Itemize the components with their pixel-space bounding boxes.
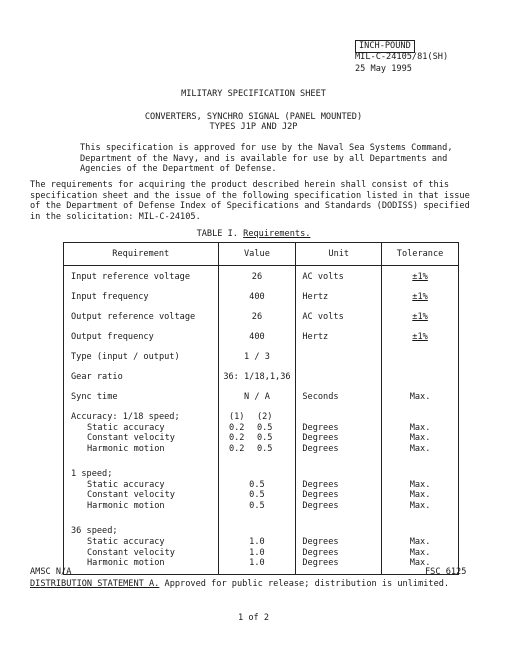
header-value: Value	[218, 243, 296, 266]
table-row	[64, 312, 459, 332]
unit-cell	[296, 433, 382, 444]
unit-cell-text: Degrees	[302, 433, 339, 444]
tolerance-cell	[382, 537, 459, 548]
unit-cell	[296, 423, 382, 434]
unit-cell	[296, 272, 382, 292]
unit-cell	[296, 537, 382, 548]
requirement-cell-text: Sync time	[71, 391, 118, 402]
value-cell	[218, 501, 296, 512]
table-caption	[0, 229, 507, 240]
requirement-cell	[64, 272, 219, 292]
requirement-cell-text: Type (input / output)	[71, 351, 180, 362]
approval-paragraph	[80, 143, 480, 175]
table-row	[64, 444, 459, 455]
empty-cell	[218, 469, 296, 480]
requirement-cell-text: Input frequency	[71, 291, 149, 302]
tolerance-cell-text: ±1%	[412, 271, 428, 282]
value-1: 0.2	[228, 433, 245, 444]
spacer-cell	[218, 455, 296, 469]
distribution-text: Approved for public release; distribution is unlimited.	[159, 579, 450, 589]
empty-cell	[218, 526, 296, 537]
value-cell	[218, 332, 296, 352]
tolerance-cell	[382, 548, 459, 559]
requirement-cell	[64, 444, 219, 455]
unit-cell	[296, 558, 382, 569]
value-cell	[218, 392, 296, 412]
sub-requirement: Constant velocity	[87, 547, 175, 558]
header-unit: Unit	[296, 243, 382, 266]
value-cell	[218, 272, 296, 292]
table-row	[64, 480, 459, 491]
unit-cell-text: Degrees	[302, 558, 339, 569]
requirement-cell	[64, 352, 219, 372]
requirement-cell	[64, 312, 219, 332]
tolerance-cell	[382, 272, 459, 292]
tolerance-cell	[382, 332, 459, 352]
unit-cell-text: Hertz	[302, 291, 329, 302]
group-heading	[64, 412, 219, 423]
requirement-cell	[64, 501, 219, 512]
value-1: 0.2	[228, 422, 245, 433]
approval-line: This specification is approved for use by the Naval Sea Systems Command,	[80, 143, 453, 153]
empty-cell	[296, 526, 382, 537]
tolerance-cell-text: Max.	[409, 443, 431, 454]
column-label-1: (1)	[228, 411, 245, 422]
unit-cell	[296, 490, 382, 501]
tolerance-cell-text: Max.	[409, 422, 431, 433]
approval-line: Agencies of the Department of Defense.	[80, 164, 277, 175]
group-heading-row	[64, 526, 459, 537]
header-tolerance: Tolerance	[382, 243, 459, 266]
requirement-cell	[64, 392, 219, 412]
spacer-cell	[64, 512, 219, 526]
table-row	[64, 433, 459, 444]
table-row	[64, 423, 459, 434]
spacer-cell	[296, 455, 382, 469]
table-header-row	[64, 243, 459, 266]
value-cell-text: 26	[251, 271, 263, 282]
value-cell	[218, 480, 296, 491]
group-heading-text: 36 speed;	[71, 525, 118, 536]
group-heading-text: 1 speed;	[71, 468, 113, 479]
value-cell-text: 1.0	[249, 536, 265, 547]
tolerance-cell	[382, 352, 459, 372]
value-cell-text: 26	[251, 311, 263, 322]
table-spacer	[64, 569, 459, 574]
requirement-cell	[64, 558, 219, 569]
unit-cell-text: Degrees	[302, 490, 339, 501]
empty-cell	[296, 469, 382, 480]
value-cell	[218, 312, 296, 332]
spacer-cell	[218, 512, 296, 526]
spacer-cell	[64, 455, 219, 469]
requirement-cell	[64, 332, 219, 352]
requirement-cell-text: Input reference voltage	[71, 271, 190, 282]
spacer-cell	[218, 569, 296, 574]
unit-cell	[296, 501, 382, 512]
value-cell-text: 1 / 3	[244, 351, 270, 362]
value-cell-text: 0.5	[249, 501, 265, 512]
requirements-line: specification sheet and the issue of the following specification listed in that issue	[30, 190, 470, 201]
value-cell	[218, 444, 296, 455]
sub-requirement: Harmonic motion	[87, 443, 165, 454]
requirement-cell-text: Output reference voltage	[71, 311, 196, 322]
group-heading-row	[64, 469, 459, 480]
table-row	[64, 548, 459, 559]
requirement-cell	[64, 548, 219, 559]
tolerance-cell-text: Max.	[409, 391, 431, 402]
page-number: 1 of 2	[237, 613, 270, 623]
sub-requirement: Static accuracy	[87, 479, 165, 490]
value-cell	[218, 292, 296, 312]
table-row	[64, 490, 459, 501]
requirement-cell	[64, 433, 219, 444]
table-caption-title: Requirements.	[243, 229, 311, 239]
value-1: 0.2	[228, 443, 245, 454]
table-row	[64, 558, 459, 569]
unit-cell	[296, 548, 382, 559]
unit-cell-text: Degrees	[302, 422, 339, 433]
value-cell	[218, 423, 296, 434]
unit-cell	[296, 392, 382, 412]
requirement-cell-text: Gear ratio	[71, 371, 123, 382]
table-spacer	[64, 512, 459, 526]
requirement-cell	[64, 292, 219, 312]
table-row	[64, 292, 459, 312]
value-2: 0.5	[256, 422, 273, 433]
value-cell-text: 0.5	[249, 479, 265, 490]
spacer-cell	[382, 455, 459, 469]
empty-cell	[382, 526, 459, 537]
group-heading-row	[64, 412, 459, 423]
subtitle-line-1: CONVERTERS, SYNCHRO SIGNAL (PANEL MOUNTED)	[144, 112, 363, 122]
header-requirement: Requirement	[64, 243, 219, 266]
tolerance-cell	[382, 392, 459, 412]
tolerance-cell-text: Max.	[409, 479, 431, 490]
requirements-table	[63, 242, 459, 575]
fsc-code: FSC 6125	[425, 567, 467, 577]
tolerance-cell	[382, 501, 459, 512]
tolerance-cell-text: Max.	[409, 433, 431, 444]
tolerance-cell	[382, 444, 459, 455]
sub-requirement: Static accuracy	[87, 536, 165, 547]
unit-cell	[296, 412, 382, 423]
unit-cell-text: AC volts	[302, 271, 344, 282]
tolerance-cell-text: Max.	[409, 547, 431, 558]
table-caption-prefix: TABLE I.	[196, 229, 238, 239]
tolerance-cell	[382, 372, 459, 392]
requirements-paragraph	[30, 180, 480, 223]
requirements-line: in the solicitation: MIL-C-24105.	[30, 212, 201, 223]
requirement-cell	[64, 480, 219, 491]
unit-cell	[296, 352, 382, 372]
document-number: MIL-C-24105/81(SH)	[355, 52, 449, 62]
sub-requirement: Harmonic motion	[87, 558, 165, 569]
tolerance-cell-text: ±1%	[412, 291, 428, 302]
unit-cell-text: Degrees	[302, 536, 339, 547]
value-cell	[218, 537, 296, 548]
tolerance-cell-text: Max.	[409, 501, 431, 512]
requirements-line: of the Department of Defense Index of Specifications and Standards (DODISS) specified	[30, 201, 470, 212]
tolerance-cell	[382, 433, 459, 444]
table-row	[64, 332, 459, 352]
approval-line: Department of the Navy, and is available for use by all Departments and	[80, 153, 448, 164]
group-heading-text: Accuracy: 1/18 speed;	[71, 411, 180, 422]
tolerance-cell	[382, 312, 459, 332]
column-labels	[218, 412, 296, 423]
requirement-cell-text: Output frequency	[71, 331, 154, 342]
value-cell	[218, 372, 296, 392]
amsc-code: AMSC N/A	[30, 567, 72, 577]
requirement-cell	[64, 423, 219, 434]
value-cell-text: 400	[249, 331, 265, 342]
value-cell	[218, 433, 296, 444]
tolerance-cell-text: ±1%	[412, 331, 428, 342]
value-cell	[218, 490, 296, 501]
table-row	[64, 537, 459, 548]
distribution-statement	[30, 579, 449, 590]
group-heading	[64, 526, 219, 537]
document-date: 25 May 1995	[355, 64, 412, 74]
value-cell-text: 1.0	[249, 558, 265, 569]
value-cell-text: 0.5	[249, 490, 265, 501]
unit-cell-text: Seconds	[302, 391, 339, 402]
value-cell-text: N / A	[244, 391, 270, 402]
table-row	[64, 352, 459, 372]
distribution-label: DISTRIBUTION STATEMENT A.	[30, 579, 160, 589]
value-cell	[218, 558, 296, 569]
tolerance-cell-text: Max.	[409, 490, 431, 501]
unit-cell-text: AC volts	[302, 311, 344, 322]
value-cell-text: 36: 1/18,1,36	[223, 371, 291, 382]
tolerance-cell	[382, 480, 459, 491]
value-2: 0.5	[256, 443, 273, 454]
requirement-cell	[64, 537, 219, 548]
group-heading	[64, 469, 219, 480]
sub-requirement: Constant velocity	[87, 490, 175, 501]
empty-cell	[382, 469, 459, 480]
table-spacer	[64, 455, 459, 469]
unit-cell-text: Degrees	[302, 501, 339, 512]
table-row	[64, 392, 459, 412]
unit-cell	[296, 312, 382, 332]
value-cell-text: 1.0	[249, 547, 265, 558]
tolerance-cell	[382, 490, 459, 501]
spacer-cell	[64, 569, 219, 574]
column-label-2: (2)	[256, 411, 273, 422]
unit-cell-text: Degrees	[302, 479, 339, 490]
subtitle-line-2: TYPES J1P AND J2P	[209, 122, 298, 132]
page-title: MILITARY SPECIFICATION SHEET	[181, 89, 326, 99]
tolerance-cell-text: Max.	[409, 558, 431, 569]
sub-requirement: Harmonic motion	[87, 501, 165, 512]
tolerance-cell	[382, 292, 459, 312]
unit-cell-text: Hertz	[302, 331, 329, 342]
tolerance-cell-text: ±1%	[412, 311, 428, 322]
requirement-cell	[64, 372, 219, 392]
sub-requirement: Static accuracy	[87, 422, 165, 433]
unit-cell-text: Degrees	[302, 443, 339, 454]
value-2: 0.5	[256, 433, 273, 444]
requirements-line: The requirements for acquiring the product described herein shall consist of this	[30, 180, 450, 190]
unit-cell	[296, 444, 382, 455]
spacer-cell	[296, 512, 382, 526]
inch-pound-box: INCH-POUND	[355, 40, 415, 53]
table-row	[64, 372, 459, 392]
spacer-cell	[382, 512, 459, 526]
tolerance-cell	[382, 423, 459, 434]
value-cell	[218, 548, 296, 559]
unit-cell	[296, 372, 382, 392]
spacer-cell	[296, 569, 382, 574]
tolerance-cell	[382, 412, 459, 423]
unit-cell	[296, 480, 382, 491]
value-cell	[218, 352, 296, 372]
unit-cell	[296, 332, 382, 352]
unit-cell	[296, 292, 382, 312]
table-row	[64, 501, 459, 512]
value-cell-text: 400	[249, 291, 265, 302]
requirement-cell	[64, 490, 219, 501]
table-row	[64, 272, 459, 292]
sub-requirement: Constant velocity	[87, 433, 175, 444]
unit-cell-text: Degrees	[302, 547, 339, 558]
tolerance-cell-text: Max.	[409, 536, 431, 547]
